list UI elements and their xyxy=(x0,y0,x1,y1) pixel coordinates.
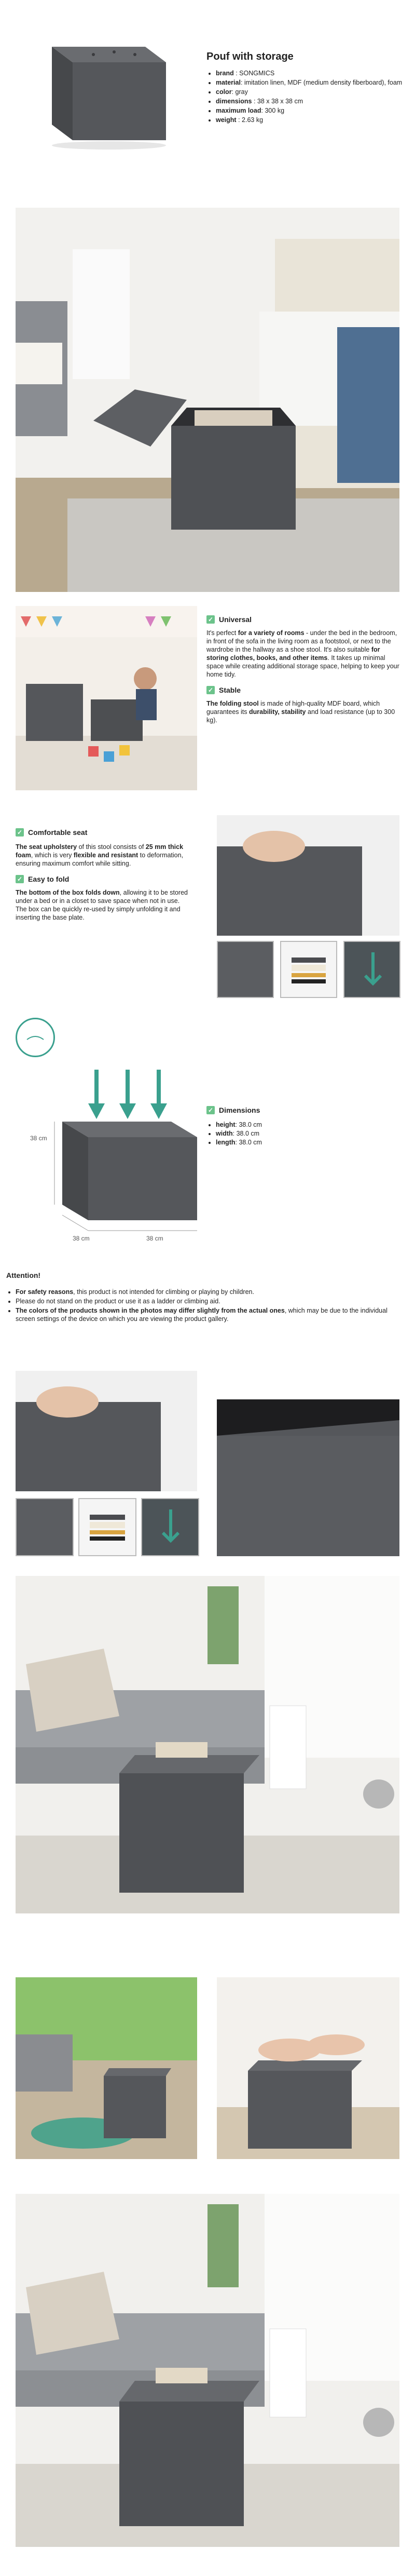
living-room-photo-2 xyxy=(16,2194,399,2547)
brand-logo xyxy=(16,1018,55,1057)
garden-room-photo xyxy=(16,1977,197,2159)
hero-product-image xyxy=(16,16,187,174)
comfortable-title: ✓ Comfortable seat xyxy=(16,828,192,837)
comfortable-text: The seat upholstery of this stool consists of 25 mm thick foam, which is very flexible and resistant to deformation, ensuring maximum comfort while sitting. xyxy=(16,843,184,867)
check-icon: ✓ xyxy=(206,1106,215,1114)
check-icon: ✓ xyxy=(16,875,24,883)
stable-text: The folding stool is made of high-quality MDF board, which guarantees its durability, stability and load resistance (up to 300 kg). xyxy=(206,700,395,724)
check-icon: ✓ xyxy=(206,686,215,694)
width-label: 38 cm xyxy=(146,1235,163,1242)
base-thumb xyxy=(141,1498,199,1556)
fabric-detail-thumb xyxy=(16,1498,74,1556)
fold-text: The bottom of the box folds down, allowing it to be stored under a bed or in a closet to save space when not in use. The box can be quickly re-used by simply unfolding it and inserting the base plate. xyxy=(16,889,188,921)
dimensions-diagram xyxy=(31,1059,208,1246)
base-thumb xyxy=(343,941,400,998)
attention-item: • Please do not stand on the product or use it as a ladder or climbing aid. xyxy=(16,1297,400,1305)
attention-item: • For safety reasons, this product is not intended for climbing or playing by children. xyxy=(16,1288,400,1296)
foam-layer-thumb xyxy=(78,1498,136,1556)
attention-item: • The colors of the products shown in the photos may differ slightly from the actual ones, which may be due to the individual screen settings of the device on which you are viewing the product gallery. xyxy=(16,1306,400,1323)
spec-list xyxy=(206,69,404,124)
hand-press-closeup xyxy=(217,815,399,936)
attention-list xyxy=(6,1288,400,1323)
bedroom-scene-photo xyxy=(16,208,399,592)
feet-rest-photo xyxy=(217,1977,399,2159)
product-title: Pouf with storage xyxy=(206,51,294,62)
dimensions-title: ✓ Dimensions xyxy=(206,1106,404,1114)
dimension-item: • length: 38.0 cm xyxy=(216,1138,404,1147)
attention-title: Attention! xyxy=(6,1271,41,1279)
check-icon: ✓ xyxy=(206,615,215,624)
dimension-item: • width: 38.0 cm xyxy=(216,1129,404,1138)
dimensions-list xyxy=(206,1121,404,1147)
hand-press-photo xyxy=(16,1371,197,1491)
depth-label: 38 cm xyxy=(73,1235,90,1242)
stable-title: ✓ Stable xyxy=(206,686,404,694)
spec-item: • maximum load: 300 kg xyxy=(216,106,404,115)
height-label: 38 cm xyxy=(30,1135,47,1142)
spec-item: • brand : SONGMICS xyxy=(216,69,404,77)
dimension-item: • height: 38.0 cm xyxy=(216,1121,404,1129)
living-room-photo xyxy=(16,1576,399,1913)
universal-title: ✓ Universal xyxy=(206,615,404,624)
child-playing-photo xyxy=(16,606,197,790)
fold-title: ✓ Easy to fold xyxy=(16,875,192,883)
box-rim-closeup xyxy=(217,1399,399,1556)
check-icon: ✓ xyxy=(16,828,24,837)
fabric-detail-thumb xyxy=(217,941,274,998)
foam-layer-thumb xyxy=(280,941,337,998)
universal-text: It's perfect for a variety of rooms - under the bed in the bedroom, in front of the sofa in the living room as a footstool, or next to the wardrobe in the hallway as a shoe stool. It's also suitable for storing clothes, books, and other items. It takes up minimal space while creating additional storage space, helping to keep your home tidy. xyxy=(206,629,399,678)
spec-item: • dimensions : 38 x 38 x 38 cm xyxy=(216,97,404,105)
spec-item: • material: imitation linen, MDF (medium density fiberboard), foam xyxy=(216,78,404,87)
spec-item: • color: gray xyxy=(216,88,404,96)
spec-item: • weight : 2.63 kg xyxy=(216,116,404,124)
